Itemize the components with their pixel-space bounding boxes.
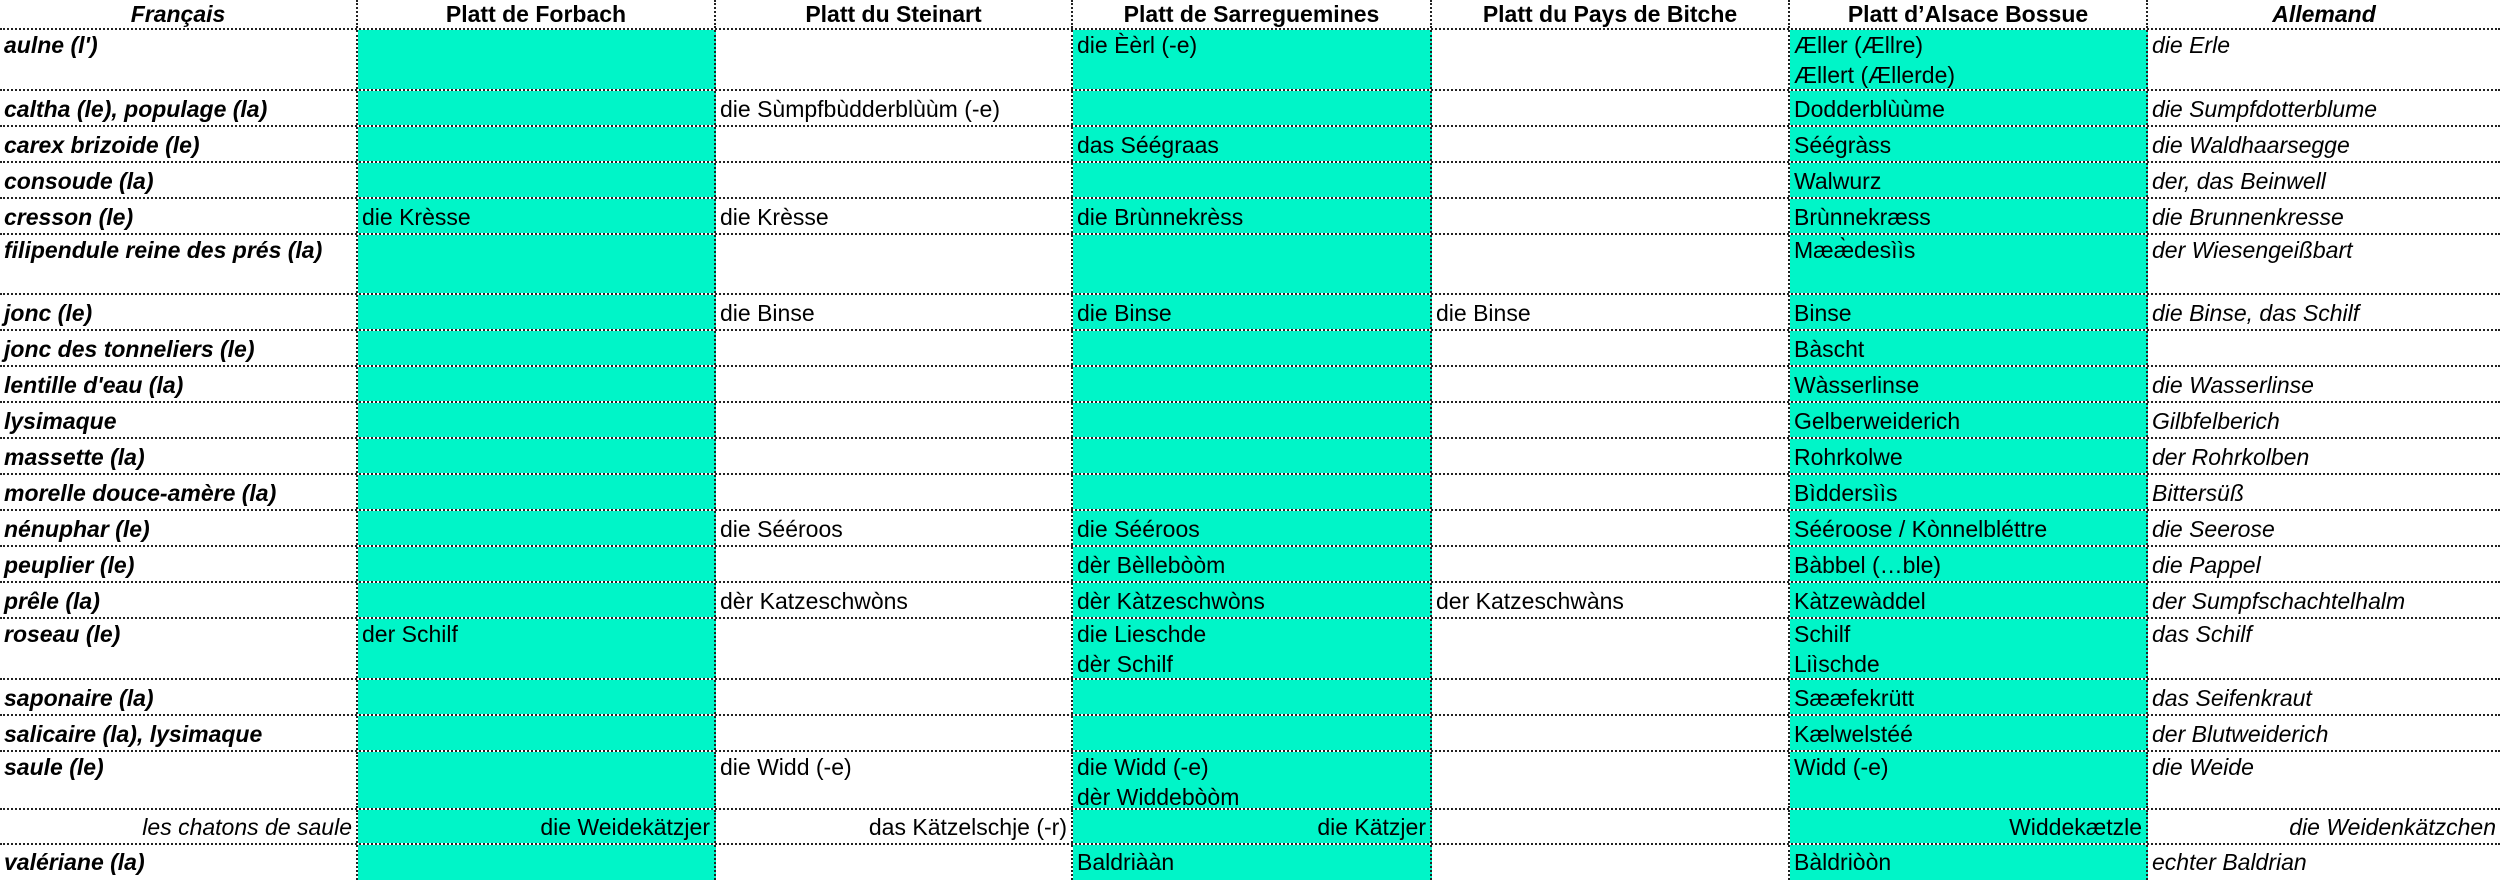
cell-bitche (1432, 403, 1790, 437)
header-row (0, 0, 2500, 30)
cell-sarreguemines: Baldriààn (1073, 845, 1432, 880)
cell-allemand (2148, 331, 2500, 365)
cell-forbach (358, 845, 716, 880)
table-row (0, 619, 2500, 680)
cell-steinart (716, 30, 1073, 89)
cell-alsace-bossue: Widdekætzle (1790, 810, 2148, 843)
cell-alsace-bossue: Gelberweiderich (1790, 403, 2148, 437)
cell-allemand: das Seifenkraut (2152, 685, 2312, 711)
cell-alsace-bossue: Sééroose / Kònnelbléttre (1790, 511, 2148, 545)
cell-forbach: die Weidekätzjer (358, 810, 716, 843)
table-row (0, 475, 2500, 511)
cell-steinart (716, 403, 1073, 437)
cell-alsace-bossue: Kàtzewàddel (1790, 583, 2148, 617)
cell-alsace-bossue: Rohrkolwe (1790, 439, 2148, 473)
cell-forbach (358, 439, 716, 473)
cell-sarreguemines (1073, 752, 1432, 808)
cell-francais: morelle douce-amère (la) (0, 475, 358, 509)
cell-francais: valériane (la) (0, 845, 358, 880)
cell-steinart (716, 439, 1073, 473)
table-row (0, 810, 2500, 845)
cell-allemand: der Sumpfschachtelhalm (2152, 588, 2406, 614)
cell-line: dèr Schilf (1077, 651, 1173, 677)
cell-bitche (1432, 331, 1790, 365)
cell-allemand: der Rohrkolben (2152, 444, 2310, 470)
cell-sarreguemines (1073, 680, 1432, 714)
cell-line: Schilf (1794, 621, 1851, 647)
cell-forbach (358, 583, 716, 617)
cell-forbach (358, 752, 716, 808)
cell-steinart (716, 475, 1073, 509)
cell-forbach (358, 367, 716, 401)
cell-allemand: Gilbfelberich (2152, 408, 2280, 434)
cell-bitche (1432, 199, 1790, 233)
cell-forbach (358, 91, 716, 125)
cell-allemand: die Pappel (2152, 552, 2261, 578)
cell-steinart: die Sééroos (716, 511, 1073, 545)
header-alsace-bossue: Platt d’Alsace Bossue (1790, 0, 2148, 28)
cell-sarreguemines (1073, 331, 1432, 365)
cell-francais: nénuphar (le) (0, 511, 358, 545)
table-row (0, 199, 2500, 235)
cell-bitche: die Binse (1432, 295, 1790, 329)
cell-alsace-bossue: Binse (1790, 295, 2148, 329)
cell-francais: filipendule reine des prés (la) (0, 235, 358, 293)
cell-sarreguemines: dèr Bèllebòòm (1073, 547, 1432, 581)
header-steinart: Platt du Steinart (716, 0, 1073, 28)
cell-line: die Widd (-e) (1077, 754, 1209, 780)
cell-bitche (1432, 30, 1790, 89)
cell-forbach (358, 235, 716, 293)
table-row (0, 127, 2500, 163)
cell-francais: roseau (le) (0, 619, 358, 678)
cell-line: Ællert (Ællerde) (1794, 62, 1956, 88)
cell-allemand: das Schilf (2152, 621, 2252, 647)
cell-francais: saponaire (la) (0, 680, 358, 714)
cell-steinart (716, 127, 1073, 161)
cell-alsace-bossue: Dodderblùùme (1790, 91, 2148, 125)
cell-allemand: der Wiesengeißbart (2152, 237, 2353, 263)
header-bitche: Platt du Pays de Bitche (1432, 0, 1790, 28)
table-row (0, 511, 2500, 547)
table-row (0, 680, 2500, 716)
cell-steinart: dèr Katzeschwòns (716, 583, 1073, 617)
cell-allemand: Bittersüß (2152, 480, 2245, 506)
cell-francais: massette (la) (0, 439, 358, 473)
cell-alsace-bossue: Bìddersììs (1790, 475, 2148, 509)
cell-bitche (1432, 810, 1790, 843)
cell-allemand: echter Baldrian (2152, 849, 2307, 875)
cell-sarreguemines: die Kätzjer (1073, 810, 1432, 843)
cell-bitche (1432, 163, 1790, 197)
cell-bitche (1432, 619, 1790, 678)
cell-allemand: die Binse, das Schilf (2152, 300, 2360, 326)
cell-sarreguemines: das Séégraas (1073, 127, 1432, 161)
cell-francais: lentille d'eau (la) (0, 367, 358, 401)
cell-forbach (358, 331, 716, 365)
cell-bitche (1432, 752, 1790, 808)
cell-forbach (358, 295, 716, 329)
cell-steinart (716, 845, 1073, 880)
cell-alsace-bossue: Bàldriòòn (1790, 845, 2148, 880)
cell-francais: peuplier (le) (0, 547, 358, 581)
cell-steinart (716, 367, 1073, 401)
cell-steinart (716, 619, 1073, 678)
table-row (0, 403, 2500, 439)
cell-allemand: der, das Beinwell (2152, 168, 2326, 194)
cell-sarreguemines (1073, 367, 1432, 401)
cell-francais: consoude (la) (0, 163, 358, 197)
cell-francais: jonc des tonneliers (le) (0, 331, 358, 365)
cell-sarreguemines (1073, 91, 1432, 125)
cell-steinart: die Widd (-e) (716, 752, 1073, 808)
table-row (0, 752, 2500, 810)
cell-line: Æller (Ællre) (1794, 32, 1924, 58)
cell-francais: les chatons de saule (0, 810, 358, 843)
cell-bitche (1432, 845, 1790, 880)
cell-allemand: die Wasserlinse (2152, 372, 2314, 398)
header-forbach: Platt de Forbach (358, 0, 716, 28)
cell-alsace-bossue: Séégràss (1790, 127, 2148, 161)
table-row (0, 235, 2500, 295)
cell-forbach (358, 511, 716, 545)
header-francais: Français (0, 0, 358, 28)
cell-forbach (358, 475, 716, 509)
header-sarreguemines: Platt de Sarreguemines (1073, 0, 1432, 28)
table-row (0, 547, 2500, 583)
cell-line: Liìschde (1794, 651, 1880, 677)
cell-allemand: die Erle (2152, 32, 2230, 58)
cell-steinart: die Sùmpfbùdderblùùm (-e) (716, 91, 1073, 125)
table-row (0, 163, 2500, 199)
table-row (0, 845, 2500, 880)
cell-alsace-bossue: Walwurz (1790, 163, 2148, 197)
cell-steinart (716, 235, 1073, 293)
cell-francais: lysimaque (0, 403, 358, 437)
table-row (0, 716, 2500, 752)
cell-line: dèr Widdebòòm (1077, 784, 1240, 808)
cell-francais: cresson (le) (0, 199, 358, 233)
cell-line: die Lieschde (1077, 621, 1207, 647)
cell-forbach (358, 403, 716, 437)
cell-bitche (1432, 91, 1790, 125)
table-row (0, 331, 2500, 367)
cell-francais: prêle (la) (0, 583, 358, 617)
cell-allemand: die Weide (2152, 754, 2254, 780)
cell-alsace-bossue: Sææfekrütt (1790, 680, 2148, 714)
cell-allemand: die Brunnenkresse (2152, 204, 2344, 230)
cell-allemand: die Sumpfdotterblume (2152, 96, 2378, 122)
cell-steinart (716, 163, 1073, 197)
cell-steinart: das Kätzelschje (-r) (716, 810, 1073, 843)
cell-bitche (1432, 511, 1790, 545)
cell-bitche (1432, 475, 1790, 509)
cell-alsace-bossue: Kælwelstéé (1790, 716, 2148, 750)
cell-forbach (358, 547, 716, 581)
cell-alsace-bossue: Widd (-e) (1790, 752, 2148, 808)
cell-alsace-bossue: Mææ̀desììs (1790, 235, 2148, 293)
cell-allemand: die Weidenkätzchen (2289, 814, 2496, 840)
cell-allemand: die Seerose (2152, 516, 2275, 542)
cell-sarreguemines (1073, 475, 1432, 509)
cell-bitche (1432, 439, 1790, 473)
cell-bitche: der Katzeschwàns (1432, 583, 1790, 617)
cell-alsace-bossue (1790, 30, 2148, 89)
cell-francais: aulne (l') (0, 30, 358, 89)
table-row (0, 583, 2500, 619)
table-row (0, 367, 2500, 403)
header-allemand: Allemand (2272, 1, 2376, 27)
cell-forbach: die Krèsse (358, 199, 716, 233)
cell-sarreguemines (1073, 439, 1432, 473)
cell-francais: jonc (le) (0, 295, 358, 329)
cell-bitche (1432, 367, 1790, 401)
cell-steinart: die Krèsse (716, 199, 1073, 233)
cell-alsace-bossue: Bàscht (1790, 331, 2148, 365)
cell-sarreguemines: die Binse (1073, 295, 1432, 329)
cell-alsace-bossue: Brùnnekræss (1790, 199, 2148, 233)
cell-steinart: die Binse (716, 295, 1073, 329)
cell-forbach (358, 716, 716, 750)
cell-steinart (716, 547, 1073, 581)
cell-alsace-bossue: Wàsserlinse (1790, 367, 2148, 401)
cell-forbach: der Schilf (358, 619, 716, 678)
cell-steinart (716, 331, 1073, 365)
cell-sarreguemines: die Sééroos (1073, 511, 1432, 545)
cell-sarreguemines (1073, 403, 1432, 437)
cell-bitche (1432, 547, 1790, 581)
cell-steinart (716, 680, 1073, 714)
cell-francais: caltha (le), populage (la) (0, 91, 358, 125)
cell-forbach (358, 680, 716, 714)
cell-sarreguemines (1073, 716, 1432, 750)
cell-steinart (716, 716, 1073, 750)
cell-forbach (358, 163, 716, 197)
cell-allemand: die Waldhaarsegge (2152, 132, 2350, 158)
cell-alsace-bossue (1790, 619, 2148, 678)
cell-bitche (1432, 680, 1790, 714)
table-row (0, 91, 2500, 127)
cell-sarreguemines: die Èèrl (-e) (1073, 30, 1432, 89)
cell-bitche (1432, 127, 1790, 161)
cell-bitche (1432, 235, 1790, 293)
cell-allemand: der Blutweiderich (2152, 721, 2329, 747)
cell-sarreguemines: dèr Kàtzeschwòns (1073, 583, 1432, 617)
cell-alsace-bossue: Bàbbel (…ble) (1790, 547, 2148, 581)
table-row (0, 439, 2500, 475)
cell-francais: carex brizoide (le) (0, 127, 358, 161)
cell-sarreguemines: die Brùnnekrèss (1073, 199, 1432, 233)
cell-forbach (358, 127, 716, 161)
cell-sarreguemines (1073, 163, 1432, 197)
cell-forbach (358, 30, 716, 89)
table-row (0, 30, 2500, 91)
cell-sarreguemines (1073, 619, 1432, 678)
cell-bitche (1432, 716, 1790, 750)
table-row (0, 295, 2500, 331)
cell-francais: saule (le) (0, 752, 358, 808)
cell-francais: salicaire (la), lysimaque (0, 716, 358, 750)
cell-sarreguemines (1073, 235, 1432, 293)
